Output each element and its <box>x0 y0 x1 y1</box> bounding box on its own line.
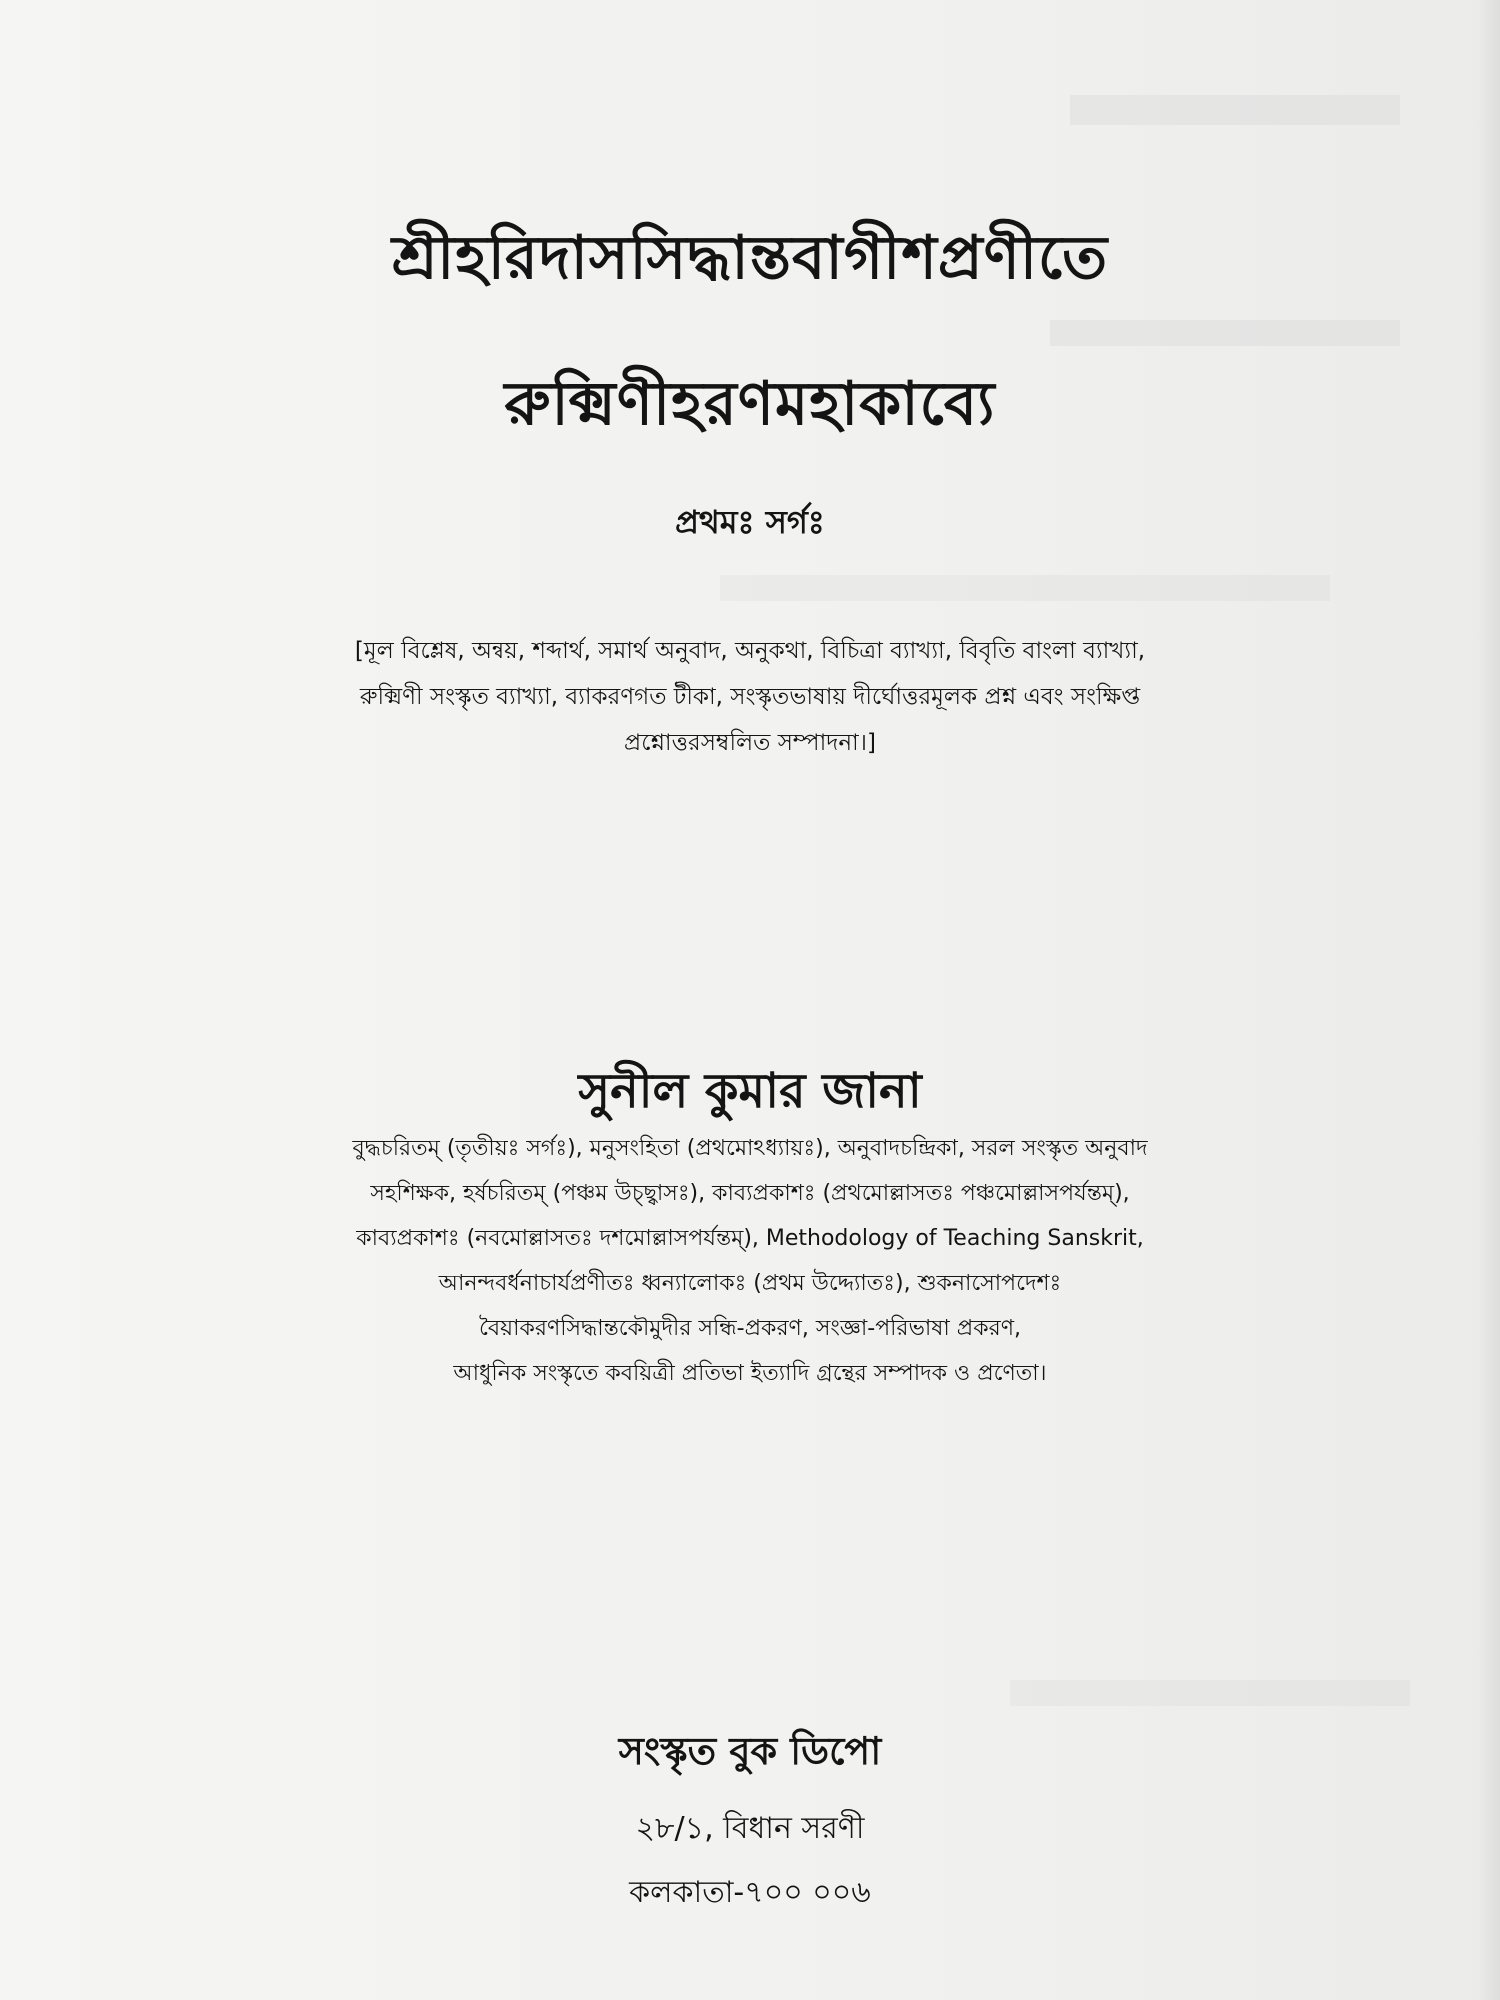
book-title-line-1: শ্রীহরিদাসসিদ্ধান্তবাগীশপ্রণীতে <box>391 223 1109 293</box>
show-through-mark <box>1050 320 1400 346</box>
description-line: প্রশ্নোত্তরসম্বলিত সম্পাদনা।] <box>624 730 876 756</box>
publisher-address-line-1: ২৮/১, বিধান সরণী <box>635 1811 865 1846</box>
author-works-block <box>180 1126 1320 1396</box>
publisher-address-line-2: কলকাতা-৭০০ ০০৬ <box>629 1875 871 1910</box>
book-title-line-2: রুক্মিণীহরণমহাকাব্যে <box>504 369 996 439</box>
description-line: রুক্মিণী সংস্কৃত ব্যাখ্যা, ব্যাকরণগত টীকা, সংস্কৃতভাষায় দীর্ঘোত্তরমূলক প্রশ্ন এবং সংক্ষিপ্ত <box>359 684 1141 710</box>
works-line: আধুনিক সংস্কৃতে কবয়িত্রী প্রতিভা ইত্যাদি গ্রন্থের সম্পাদক ও প্রণেতা। <box>453 1361 1047 1386</box>
publisher-name: সংস্কৃত বুক ডিপো <box>618 1729 882 1773</box>
works-line: কাব্যপ্রকাশঃ (নবমোল্লাসতঃ দশমোল্লাসপর্যন্তম্), Methodology of Teaching Sanskrit, <box>356 1226 1144 1251</box>
show-through-mark <box>1070 95 1400 125</box>
works-line: বুদ্ধচরিতম্ (তৃতীয়ঃ সর্গঃ), মনুসংহিতা (প্রথমোঽধ্যায়ঃ), অনুবাদচন্দ্রিকা, সরল সংস্কৃত অনুবাদ <box>352 1136 1148 1161</box>
works-line: বৈয়াকরণসিদ্ধান্তকৌমুদীর সন্ধি-প্রকরণ, সংজ্ঞা-পরিভাষা প্রকরণ, <box>478 1316 1022 1341</box>
show-through-mark <box>1010 1680 1410 1706</box>
works-line: আনন্দবর্ধনাচার্যপ্রণীতঃ ধ্বন্যালোকঃ (প্রথম উদ্দ্যোতঃ), শুকনাসোপদেশঃ <box>438 1271 1062 1296</box>
description-block <box>180 628 1320 766</box>
works-line: সহশিক্ষক, হর্ষচরিতম্ (পঞ্চম উচ্ছ্বাসঃ), কাব্যপ্রকাশঃ (প্রথমোল্লাসতঃ পঞ্চমোল্লাসপর্যন্তম্), <box>370 1181 1130 1206</box>
show-through-mark <box>720 575 1330 601</box>
chapter-subtitle: প্রথমঃ সর্গঃ <box>675 503 825 541</box>
author-name: সুনীল কুমার জানা <box>578 1063 922 1119</box>
description-line: [মূল বিশ্লেষ, অন্বয়, শব্দার্থ, সমার্থ অনুবাদ, অনুকথা, বিচিত্রা ব্যাখ্যা, বিবৃতি বাংলা ব্যাখ্যা, <box>354 638 1146 664</box>
